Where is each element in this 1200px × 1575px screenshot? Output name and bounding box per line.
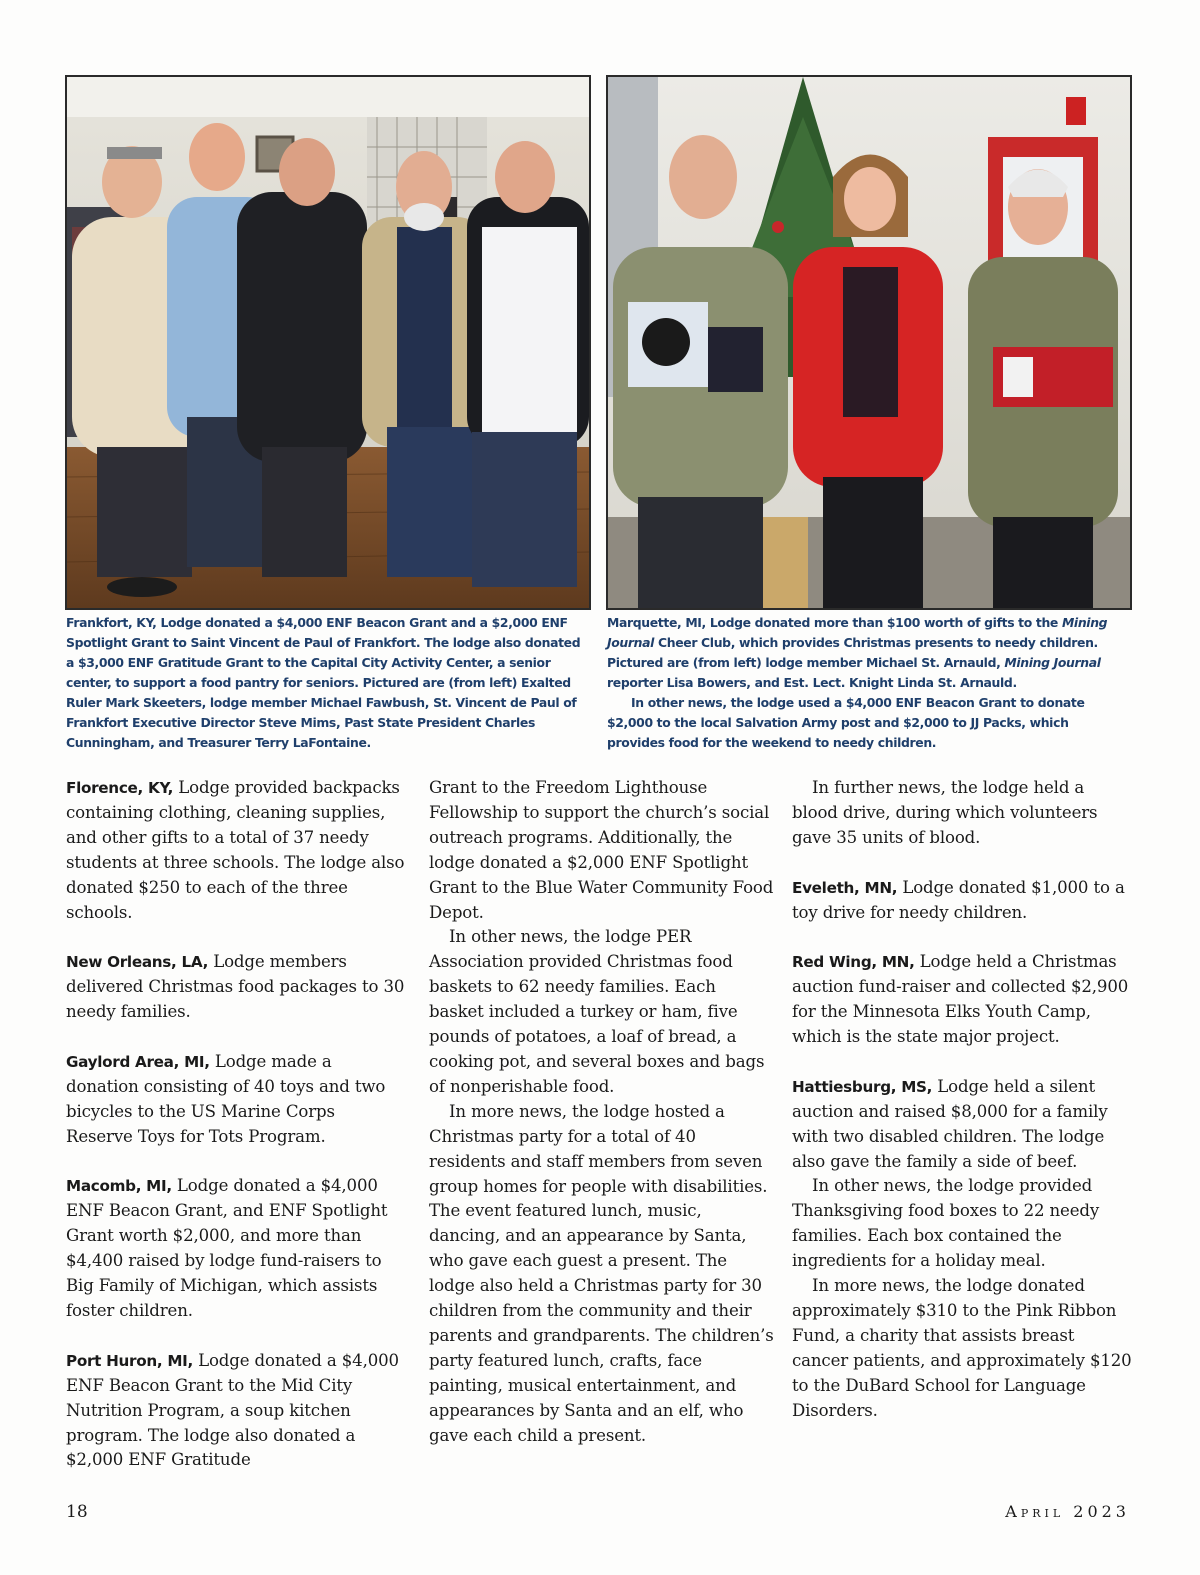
- article-red-wing: [792, 950, 1132, 1050]
- article-port-huron-blood-drive: In further news, the lodge held a blood drive, during which volunteers gave 35 units of blood.: [792, 778, 1098, 847]
- marquette-photo-caption: [607, 613, 1129, 753]
- caption-text: Cheer Club, which provides Christmas presents to needy children. Pictured are (from left) lodge member Michael St. Arnauld,: [607, 635, 1098, 670]
- article-text: Lodge members delivered Christmas food packages to 30 needy families.: [66, 952, 405, 1022]
- article-text: Lodge held a Christmas auction fund-raiser and collected $2,900 for the Minnesota Elks Youth Camp, which is the state major project.: [792, 952, 1129, 1047]
- page-number: 18: [66, 1502, 88, 1522]
- caption-publication-name: Mining Journal: [607, 615, 1108, 650]
- article-location: Macomb, MI,: [66, 1177, 172, 1196]
- article-location: Port Huron, MI,: [66, 1351, 193, 1370]
- article-hattiesburg: [792, 1075, 1132, 1175]
- caption-location: Marquette, MI,: [607, 615, 706, 630]
- article-eveleth: [792, 876, 1132, 926]
- caption-text: reporter Lisa Bowers, and Est. Lect. Knight Linda St. Arnauld.: [607, 675, 1017, 690]
- article-port-huron-christmas-party: In more news, the lodge hosted a Christmas party for a total of 40 residents and staff members from seven group homes for people with disabilities. The event featured lunch, music, dancing, and an appearance by Santa, who gave each guest a present. The lodge also held a Christmas party for 30 children from the community and their parents and grandparents. The children’s party featured lunch, crafts, face painting, musical entertainment, and appearances by Santa and an elf, who gave each child a present.: [429, 1101, 774, 1445]
- article-hattiesburg-pink-ribbon: In more news, the lodge donated approximately $310 to the Pink Ribbon Fund, a charity that assists breast cancer patients, and approximately $120 to the DuBard School for Language Disorders.: [792, 1276, 1132, 1420]
- article-column-2: [429, 776, 774, 1448]
- article-location: Florence, KY,: [66, 779, 174, 797]
- caption-second-paragraph: In other news, the lodge used a $4,000 ENF Beacon Grant to donate $2,000 to the local Salvation Army post and $2,000 to JJ Packs, which provides food for the weekend to needy children.: [607, 695, 1085, 750]
- article-text: Lodge donated $1,000 to a toy drive for needy children.: [792, 877, 1125, 922]
- article-text: Lodge provided backpacks containing clothing, cleaning supplies, and other gifts to a total of 37 needy students at three schools. The lodge also donated $250 to each of the three schools.: [66, 778, 405, 922]
- article-florence: [66, 776, 406, 925]
- article-new-orleans: [66, 950, 406, 1025]
- article-text: Lodge donated a $4,000 ENF Beacon Grant, and ENF Spotlight Grant worth $2,000, and more than $4,400 raised by lodge fund-raisers to Big Family of Michigan, which assists foster children.: [66, 1176, 388, 1320]
- article-port-huron-continued: Grant to the Freedom Lighthouse Fellowship to support the church’s social outreach programs. Additionally, the lodge donated a $2,000 ENF Spotlight Grant to the Blue Water Community Food Depot.: [429, 778, 774, 922]
- article-column-1: [66, 776, 406, 1473]
- article-text: Lodge made a donation consisting of 40 toys and two bicycles to the US Marine Corps Reserve Toys for Tots Program.: [66, 1051, 386, 1146]
- article-location: Red Wing, MN,: [792, 953, 915, 972]
- caption-text: Lodge donated more than $100 worth of gifts to the: [705, 615, 1062, 630]
- article-location: Gaylord Area, MI,: [66, 1052, 210, 1071]
- article-gaylord: [66, 1050, 406, 1150]
- frankfort-lodge-photo: [65, 75, 591, 610]
- article-location: New Orleans, LA,: [66, 953, 209, 972]
- frankfort-photo-caption: [66, 613, 588, 753]
- caption-publication-name: Mining Journal: [1004, 655, 1101, 670]
- article-port-huron: [66, 1349, 406, 1474]
- article-location: Eveleth, MN,: [792, 878, 898, 897]
- article-macomb: [66, 1174, 406, 1323]
- caption-location: Frankfort, KY,: [66, 615, 157, 630]
- article-text: Lodge donated a $4,000 ENF Beacon Grant to the Mid City Nutrition Program, a soup kitchen program. The lodge also donated a $2,000 ENF Gratitude: [66, 1350, 399, 1470]
- marquette-lodge-photo: [606, 75, 1132, 610]
- article-hattiesburg-thanksgiving: In other news, the lodge provided Thanksgiving food boxes to 22 needy families. Each box contained the ingredients for a holiday meal.: [792, 1176, 1100, 1271]
- article-text: Lodge held a silent auction and raised $8,000 for a family with two disabled children. The lodge also gave the family a side of beef.: [792, 1076, 1108, 1171]
- issue-date-text: April 2023: [1005, 1502, 1130, 1521]
- article-location: Hattiesburg, MS,: [792, 1077, 933, 1096]
- issue-date: [1005, 1502, 1130, 1521]
- article-column-3: [792, 776, 1132, 1424]
- article-port-huron-per-association: In other news, the lodge PER Association provided Christmas food baskets to 62 needy families. Each basket included a turkey or ham, five pounds of potatoes, a loaf of bread, a cooking pot, and several boxes and bags of nonperishable food.: [429, 927, 765, 1096]
- caption-text: Lodge donated a $4,000 ENF Beacon Grant and a $2,000 ENF Spotlight Grant to Saint Vincent de Paul of Frankfort. The lodge also donated a $3,000 ENF Gratitude Grant to the Capital City Activity Center, a senior center, to support a food pantry for seniors. Pictured are (from left) Exalted Ruler Mark Skeeters, lodge member Michael Fawbush, St. Vincent de Paul of Frankfort Executive Director Steve Mims, Past State President Charles Cunningham, and Treasurer Terry LaFontaine.: [66, 615, 581, 750]
